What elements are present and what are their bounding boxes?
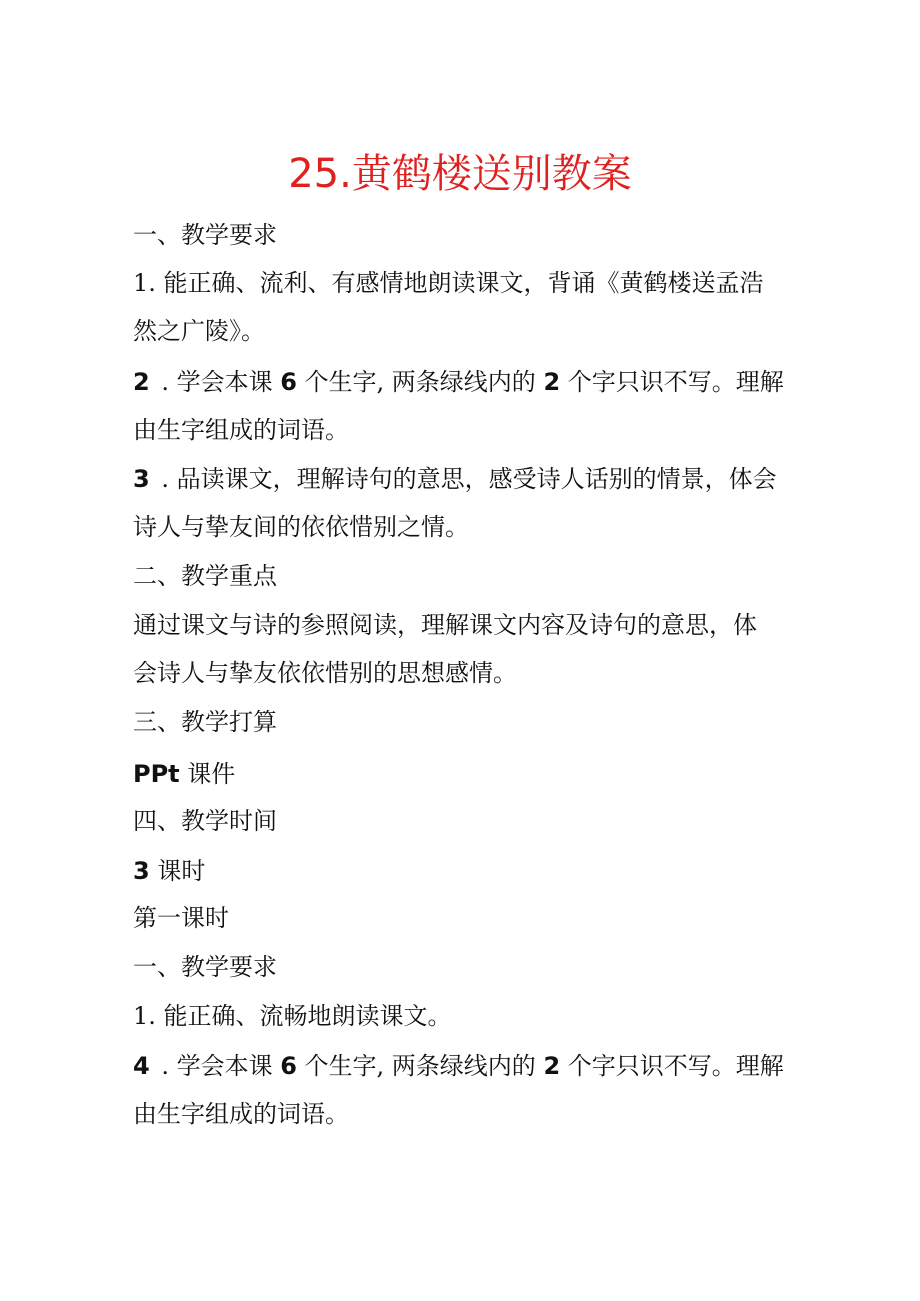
paragraph-line <box>133 463 813 495</box>
number-span: 6 <box>280 368 297 396</box>
number-span: 3 <box>133 857 150 885</box>
paragraph-line <box>133 855 813 887</box>
paragraph-line: 通过课文与诗的参照阅读，理解课文内容及诗句的意思，体 <box>133 611 757 639</box>
section-heading-requirements: 一、教学要求 <box>133 221 277 249</box>
text-span: . 学会本课 <box>153 1052 281 1080</box>
lesson-heading-first: 第一课时 <box>133 904 229 932</box>
text-span: . 学会本课 <box>153 368 281 396</box>
text-span: 个生字, 两条绿线内的 <box>296 368 544 396</box>
text-span: 个字只识不写。理解 <box>560 368 784 396</box>
paragraph-line: 然之广陵》。 <box>133 317 265 345</box>
paragraph-line <box>133 366 813 398</box>
list-number: 3 <box>133 465 150 493</box>
paragraph-line: 由生字组成的词语。 <box>133 416 349 444</box>
list-number: 4 <box>133 1052 150 1080</box>
paragraph-line: 诗人与挚友间的依依惜别之情。 <box>133 513 469 541</box>
text-span: 课件 <box>179 760 236 788</box>
number-span: 2 <box>543 368 561 396</box>
section-heading-key-points: 二、教学重点 <box>133 562 277 590</box>
paragraph-line: 会诗人与挚友依依惜别的思想感情。 <box>133 659 517 687</box>
text-span: 课时 <box>149 857 206 885</box>
paragraph-line <box>133 1050 813 1082</box>
paragraph-line: 1. 能正确、流畅地朗读课文。 <box>133 1002 452 1030</box>
paragraph-line <box>133 758 813 790</box>
number-span: 6 <box>280 1052 297 1080</box>
section-heading-preparation: 三、教学打算 <box>133 708 277 736</box>
text-span: . 品读课文，理解诗句的意思，感受诗人话别的情景，体会 <box>153 465 777 493</box>
section-heading-requirements: 一、教学要求 <box>133 953 277 981</box>
section-heading-time: 四、教学时间 <box>133 807 277 835</box>
ppt-label: PPt <box>133 760 180 788</box>
text-span: 个字只识不写。理解 <box>560 1052 784 1080</box>
paragraph-line: 1. 能正确、流利、有感情地朗读课文，背诵《黄鹤楼送孟浩 <box>133 269 764 297</box>
document-title: 25.黄鹤楼送别教案 <box>288 151 632 197</box>
number-span: 2 <box>543 1052 561 1080</box>
list-number: 2 <box>133 368 150 396</box>
text-span: 个生字, 两条绿线内的 <box>296 1052 544 1080</box>
paragraph-line: 由生字组成的词语。 <box>133 1100 349 1128</box>
